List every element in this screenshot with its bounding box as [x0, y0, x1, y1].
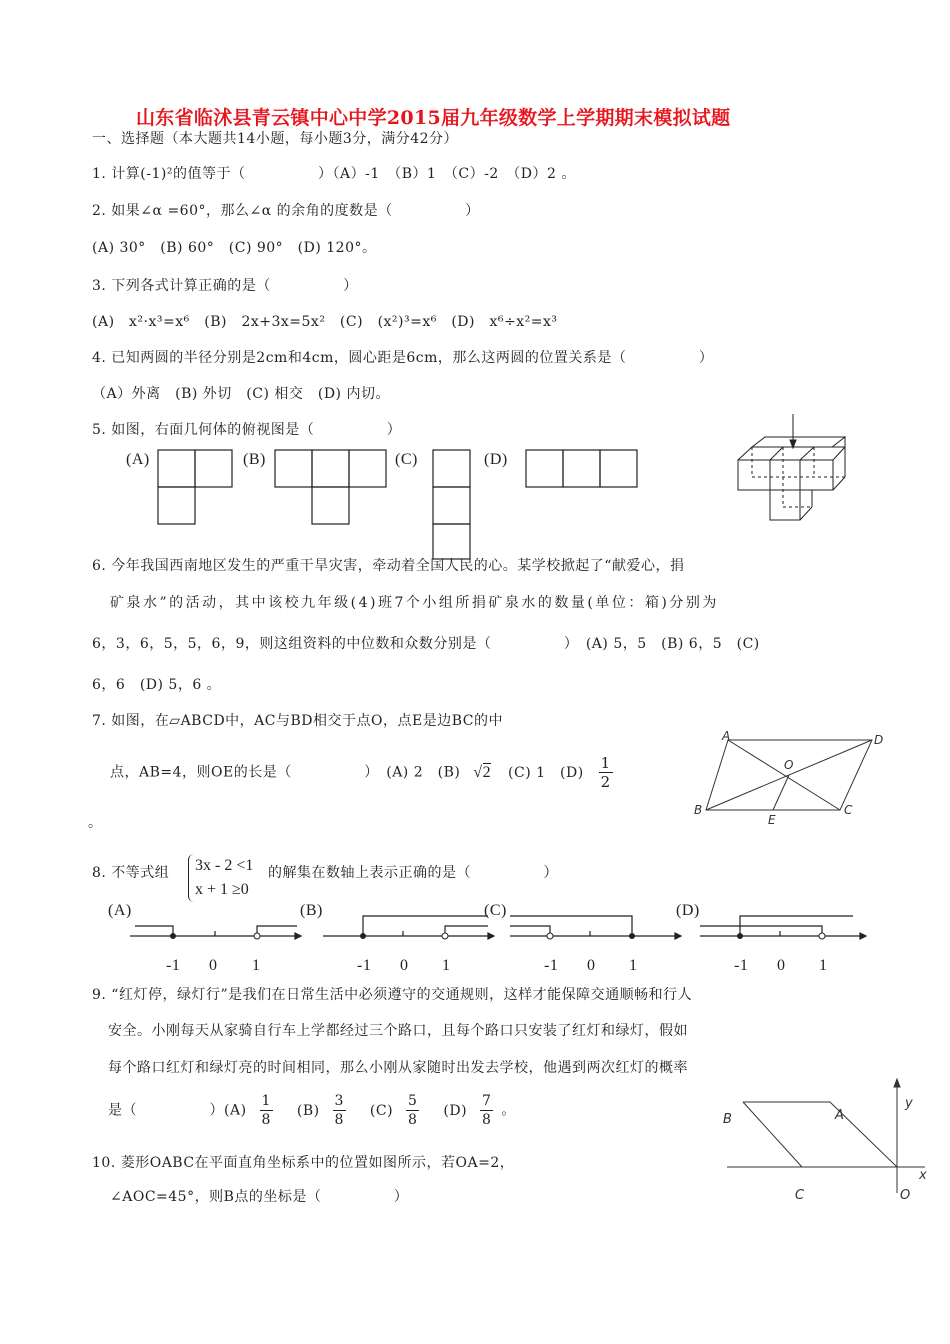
- question-10-line-2: ∠AOC=45°，则B点的坐标是（ ）: [110, 1189, 409, 1205]
- q8-label-c: (C): [484, 902, 507, 919]
- q10-label-c: C: [795, 1188, 805, 1203]
- q8-d-tick-neg1: -1: [734, 957, 749, 974]
- q8-number-line-a: [125, 918, 305, 948]
- q8-b-tick-1: 1: [442, 957, 451, 974]
- question-5: 5. 如图，右面几何体的俯视图是（ ）: [92, 422, 402, 438]
- q9-fraction-a: $\frac{1}{8}$: [261, 1093, 271, 1128]
- q10-rhombus-figure: [715, 1075, 940, 1205]
- question-9-line-4: 是（ ）(A) $\frac{1}{8}$ (B) $\frac{3}{8}$ (C) $\frac{5}{8}$ (D) $\frac{7}{8}$ 。: [108, 1093, 516, 1128]
- q7-label-e: E: [768, 813, 776, 827]
- section-heading: 一、选择题（本大题共14小题，每小题3分，满分42分）: [92, 131, 459, 147]
- question-7-line-2: [110, 754, 616, 791]
- q8-label-b: (B): [300, 902, 323, 919]
- q8-c-tick-1: 1: [629, 957, 638, 974]
- q5-option-d-figure: [520, 445, 645, 495]
- q9-fraction-d: $\frac{7}{8}$: [482, 1093, 492, 1128]
- q9-fraction-b: $\frac{3}{8}$: [334, 1093, 344, 1128]
- q5-option-a-figure: [150, 445, 240, 530]
- question-3: 3. 下列各式计算正确的是（ ）: [92, 278, 358, 294]
- q7-label-b: B: [694, 803, 703, 817]
- question-8-prefix: 8. 不等式组: [92, 865, 170, 881]
- question-6-line-1: 6. 今年我国西南地区发生的严重干旱灾害，牵动着全国人民的心。某学校掀起了“献爱心，捐: [92, 558, 685, 574]
- q5-option-b-figure: [270, 445, 395, 530]
- q8-inequality-system: 3x - 2 <1 x + 1 ≥0: [188, 854, 253, 902]
- q5-label-a: (A): [126, 451, 150, 468]
- q10-label-y: y: [905, 1096, 913, 1111]
- q8-number-line-c: [505, 912, 685, 948]
- q7-label-a: A: [722, 729, 731, 743]
- q5-label-c: (C): [395, 451, 418, 468]
- question-9-line-1: 9. “红灯停，绿灯行”是我们在日常生活中必须遵守的交通规则，这样才能保障交通顺畅和行人: [92, 987, 693, 1003]
- q5-label-d: (D): [484, 451, 508, 468]
- question-6-line-2: 矿泉水”的活动，其中该校九年级(4)班7个小组所捐矿泉水的数量(单位：箱)分别为: [110, 595, 719, 611]
- question-6-line-3: 6，3，6，5，5，6，9，则这组资料的中位数和众数分别是（ ） (A) 5，5 (B) 6，5 (C): [92, 636, 760, 652]
- q7-sqrt: √2: [473, 763, 492, 781]
- q7-parallelogram-figure: [690, 728, 900, 828]
- q10-label-b: B: [723, 1112, 732, 1127]
- q7-text: 点，AB=4，则OE的长是（ ） (A) 2 (B): [110, 764, 461, 781]
- q7-text-b: (C) 1 (D): [508, 764, 584, 781]
- q8-label-a: (A): [108, 902, 132, 919]
- q8-c-tick-neg1: -1: [544, 957, 559, 974]
- question-3-options: (A) x²·x³=x⁶ (B) 2x+3x=5x² (C) (x²)³=x⁶ (D) x⁶÷x²=x³: [92, 314, 558, 330]
- question-2: 2. 如果∠α =60°，那么∠α 的余角的度数是（ ）: [92, 203, 480, 219]
- q8-number-line-b: [318, 912, 498, 948]
- q5-solid-figure: [730, 412, 860, 532]
- q7-label-c: C: [844, 803, 853, 817]
- q7-fraction: $\frac{1}{2}$: [600, 754, 611, 791]
- q8-c-tick-0: 0: [587, 957, 596, 974]
- q8-b-tick-neg1: -1: [357, 957, 372, 974]
- q8-a-tick-neg1: -1: [166, 957, 181, 974]
- q8-b-tick-0: 0: [400, 957, 409, 974]
- question-7-line-3: 。: [88, 815, 103, 831]
- q8-label-d: (D): [676, 902, 700, 919]
- q5-option-c-figure: [428, 445, 478, 565]
- question-6-line-4: 6，6 (D) 5，6 。: [92, 677, 222, 693]
- question-9-line-3: 每个路口红灯和绿灯亮的时间相同，那么小刚从家随时出发去学校，他遇到两次红灯的概率: [108, 1060, 688, 1076]
- question-1: 1. 计算(-1)²的值等于（ ）（A）-1 （B）1 （C）-2 （D）2 。: [92, 166, 576, 182]
- question-7-line-1: 7. 如图，在▱ABCD中，AC与BD相交于点O，点E是边BC的中: [92, 713, 503, 729]
- q8-d-tick-0: 0: [777, 957, 786, 974]
- q8-a-tick-0: 0: [209, 957, 218, 974]
- q7-label-d: D: [874, 733, 884, 747]
- q8-d-tick-1: 1: [819, 957, 828, 974]
- question-8-suffix: 的解集在数轴上表示正确的是（ ）: [268, 865, 558, 881]
- question-2-options: (A) 30° (B) 60° (C) 90° (D) 120°。: [92, 240, 377, 256]
- q8-number-line-d: [695, 912, 875, 948]
- page-title: 山东省临沭县青云镇中心中学2015届九年级数学上学期期末模拟试题: [136, 107, 731, 129]
- q8-a-tick-1: 1: [252, 957, 261, 974]
- q10-label-a: A: [835, 1108, 844, 1123]
- q7-label-o: O: [784, 758, 794, 772]
- q9-fraction-c: $\frac{5}{8}$: [408, 1093, 418, 1128]
- q10-label-x: x: [919, 1168, 927, 1183]
- question-9-line-2: 安全。小刚每天从家骑自行车上学都经过三个路口，且每个路口只安装了红灯和绿灯，假如: [108, 1023, 688, 1039]
- q10-label-o: O: [900, 1188, 911, 1203]
- question-4: 4. 已知两圆的半径分别是2cm和4cm，圆心距是6cm，那么这两圆的位置关系是（ ）: [92, 350, 714, 366]
- question-4-options: （A）外离 (B) 外切 (C) 相交 (D) 内切。: [92, 386, 390, 402]
- q5-label-b: (B): [243, 451, 266, 468]
- question-10-line-1: 10. 菱形OABC在平面直角坐标系中的位置如图所示，若OA=2，: [92, 1155, 515, 1171]
